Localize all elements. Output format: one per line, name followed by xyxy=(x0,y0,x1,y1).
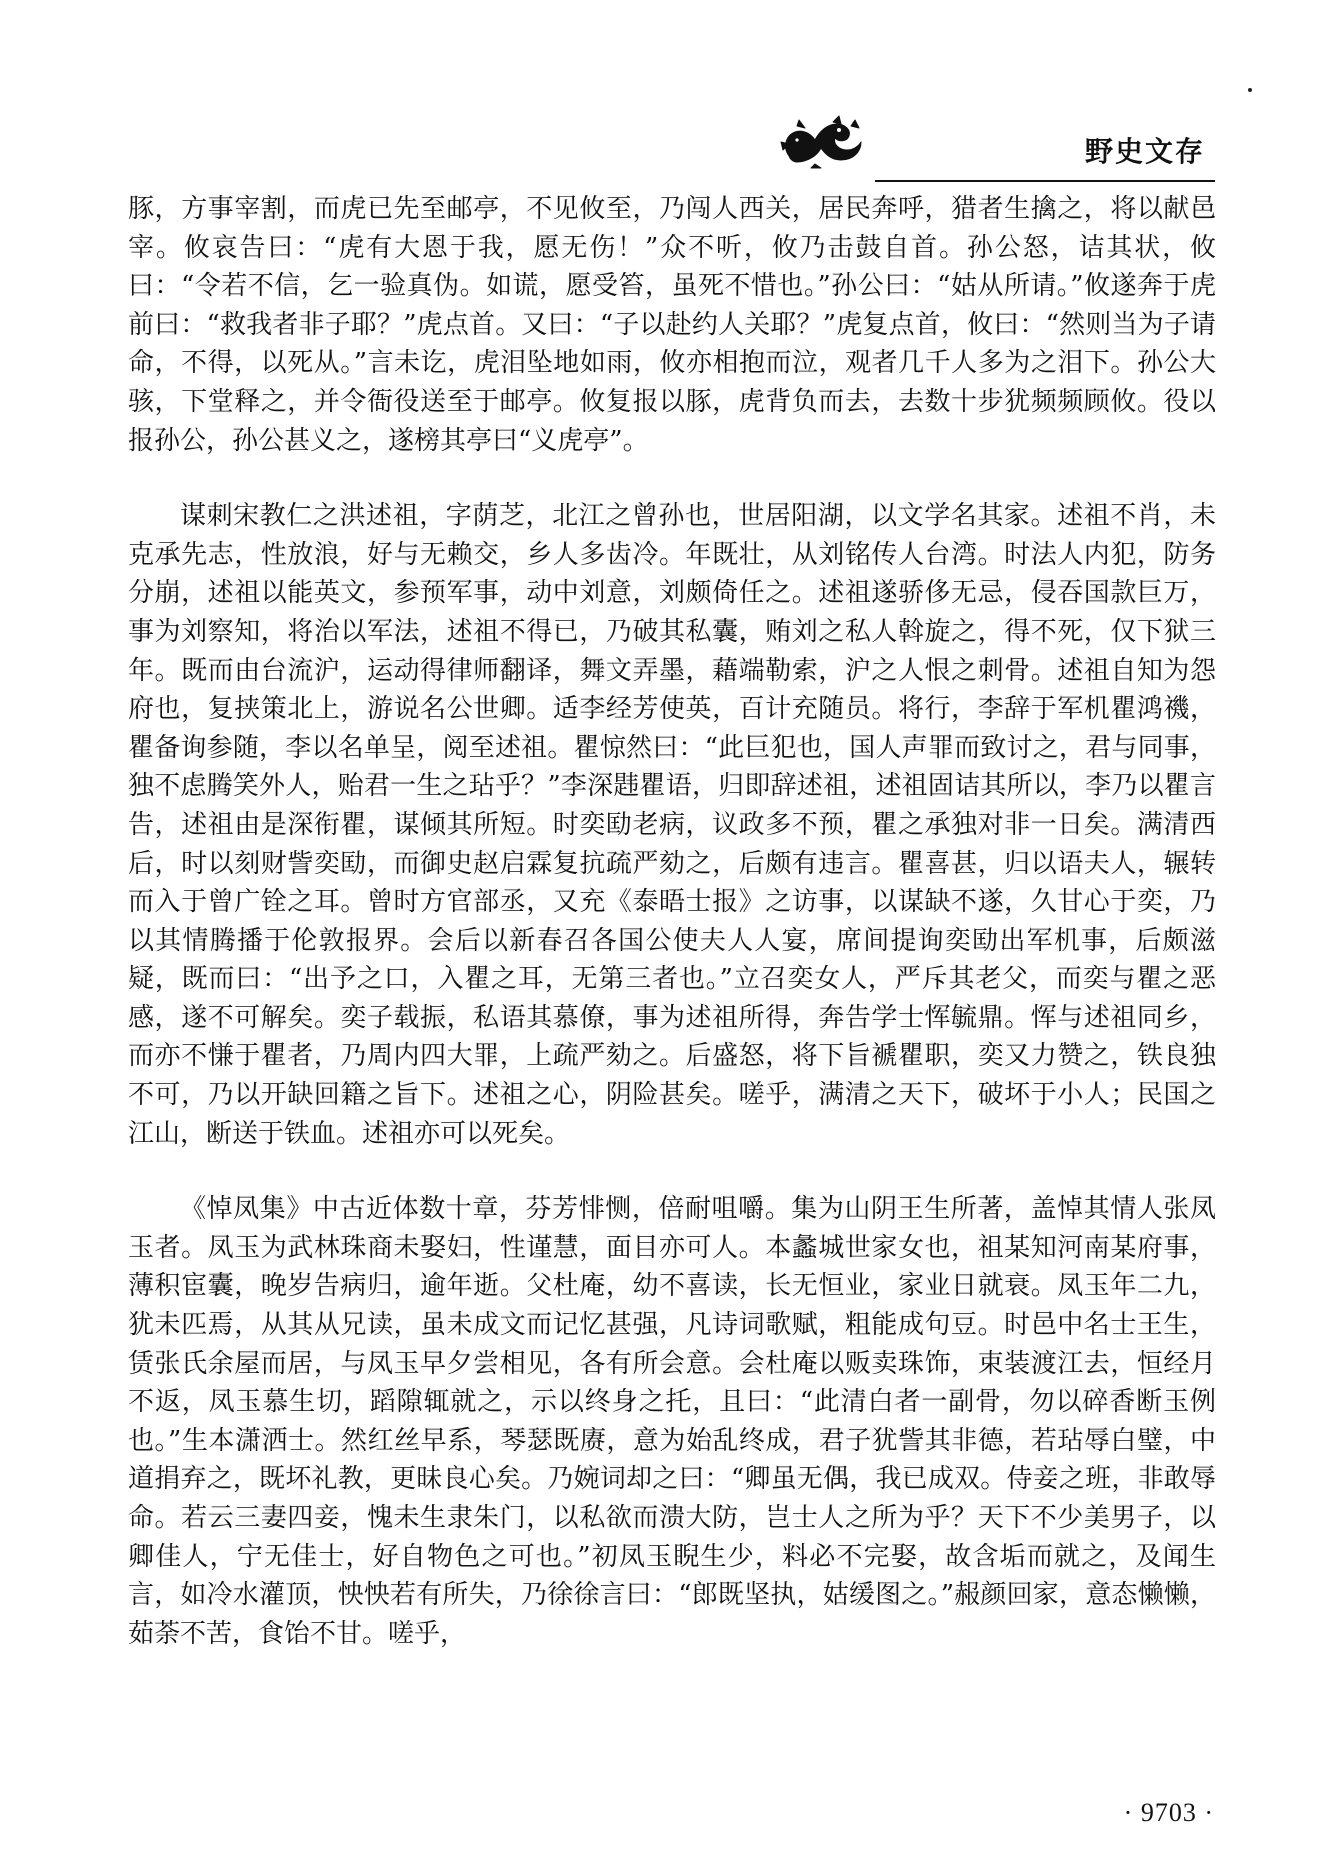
series-title: 野史文存 xyxy=(1084,135,1205,168)
paragraph-daofengji: 《悼凤集》中古近体数十章，芬芳悱恻，倍耐咀嚼。集为山阴王生所著，盖悼其情人张凤玉者。凤玉为武林珠商未娶妇，性谨慧，面目亦可人。本蠡城世家女也，祖某知河南某府事，薄积宦囊，晚岁告病归，逾年逝。父杜庵，幼不喜读，长无恒业，家业日就衰。凤玉年二九，犹未匹焉，从其从兄读，虽未成文而记忆甚强，凡诗词歌赋，粗能成句豆。时邑中名士王生，赁张氏余屋而居，与凤玉早夕尝相见，各有所会意。会杜庵以贩卖珠饰，束装渡江去，恒经月不返，凤玉慕生切，蹈隙辄就之，示以终身之托，且曰：“此清白者一副骨，勿以碎香断玉例也。”生本潇洒士。然红丝早系，琴瑟既赓，意为始乱终成，君子犹訾其非德，若玷辱白璧，中道捐弃之，既坏礼教，更昧良心矣。乃婉词却之曰：“卿虽无偶，我已成双。侍妾之班，非敢辱命。若云三妻四妾，愧未生隶朱门，以私欲而溃大防，岂士人之所为乎？天下不少美男子，以卿佳人，宁无佳士，好自物色之可也。”初凤玉睨生少，料必不完娶，故含垢而就之，及闻生言，如冷水灌顶，怏怏若有所失，乃徐徐言曰：“郎既坚执，姑缓图之。”赧颜回家，意态懒懒，茹荼不苦，食饴不甘。嗟乎， xyxy=(128,1194,1216,1649)
paragraph-hong-shuzu: 谋刺宋教仁之洪述祖，字荫芝，北江之曾孙也，世居阳湖，以文学名其家。述祖不肖，未克承先志，性放浪，好与无赖交，乡人多齿冷。年既壮，从刘铭传人台湾。时法人内犯，防务分崩，述祖以能英文，参预军事，动中刘意，刘颇倚任之。述祖遂骄侈无忌，侵吞国款巨万，事为刘察知，将治以军法，述祖不得已，乃破其私囊，贿刘之私人斡旋之，得不死，仅下狱三年。既而由台流沪，运动得律师翻译，舞文弄墨，藉端勒索，沪之人恨之刺骨。述祖自知为怨府也，复挟策北上，游说名公世卿。适李经芳使英，百计充随员。将行，李辞于军机瞿鸿禨，瞿备询参随，李以名单呈，阅至述祖。瞿惊然曰：“此巨犯也，国人声罪而致讨之，君与同事，独不虑腾笑外人，贻君一生之玷乎？”李深韪瞿语，归即辞述祖，述祖固诘其所以，李乃以瞿言告，述祖由是深衔瞿，谋倾其所短。时奕劻老病，议政多不预，瞿之承独对非一日矣。满清西后，时以刻财訾奕劻，而御史赵启霖复抗疏严劾之，后颇有违言。瞿喜甚，归以语夫人，辗转而入于曾广铨之耳。曾时方官部丞，又充《泰晤士报》之访事，以谋缺不遂，久甘心于奕，乃以其情腾播于伦敦报界。会后以新春召各国公使夫人人宴，席间提询奕劻出军机事，后颇滋疑，既而曰：“出予之口，入瞿之耳，无第三者也。”立召奕女人，严斥其老父，而奕与瞿之恶感，遂不可解矣。奕子载振，私语其慕僚，事为述祖所得，奔告学士恽毓鼎。恽与述祖同乡，而亦不慊于瞿者，乃周内四大罪，上疏严劾之。后盛怒，将下旨褫瞿职，奕又力赞之，铁良独不可，乃以开缺回籍之旨下。述祖之心，阴险甚矣。嗟乎，满清之天下，破坏于小人；民国之江山，断送于铁血。述祖亦可以死矣。 xyxy=(128,501,1216,1149)
running-header xyxy=(755,100,1215,182)
header-rule xyxy=(875,180,1215,182)
body-text xyxy=(128,190,1216,1653)
speck-mark xyxy=(1248,88,1252,92)
paragraph-tiger: 豚，方事宰割，而虎已先至邮亭，不见攸至，乃闯人西关，居民奔呼，猎者生擒之，将以献邑宰。攸哀告曰：“虎有大恩于我，愿无伤！”众不听，攸乃击鼓自首。孙公怒，诘其状，攸曰：“令若不信，乞一验真伪。如谎，愿受笞，虽死不惜也。”孙公曰：“姑从所请。”攸遂奔于虎前曰：“救我者非子耶？”虎点首。又曰：“子以赴约人关耶？”虎复点首，攸曰：“然则当为子请命，不得，以死从。”言未讫，虎泪坠地如雨，攸亦相抱而泣，观者几千人多为之泪下。孙公大骇，下堂释之，并令衙役送至于邮亭。攸复报以豚，虎背负而去，去数十步犹频频顾攸。役以报孙公，孙公甚义之，遂榜其亭曰“义虎亭”。 xyxy=(128,194,1216,456)
dragon-emblem-icon xyxy=(775,112,867,170)
page-number: · 9703 · xyxy=(1123,1798,1214,1827)
